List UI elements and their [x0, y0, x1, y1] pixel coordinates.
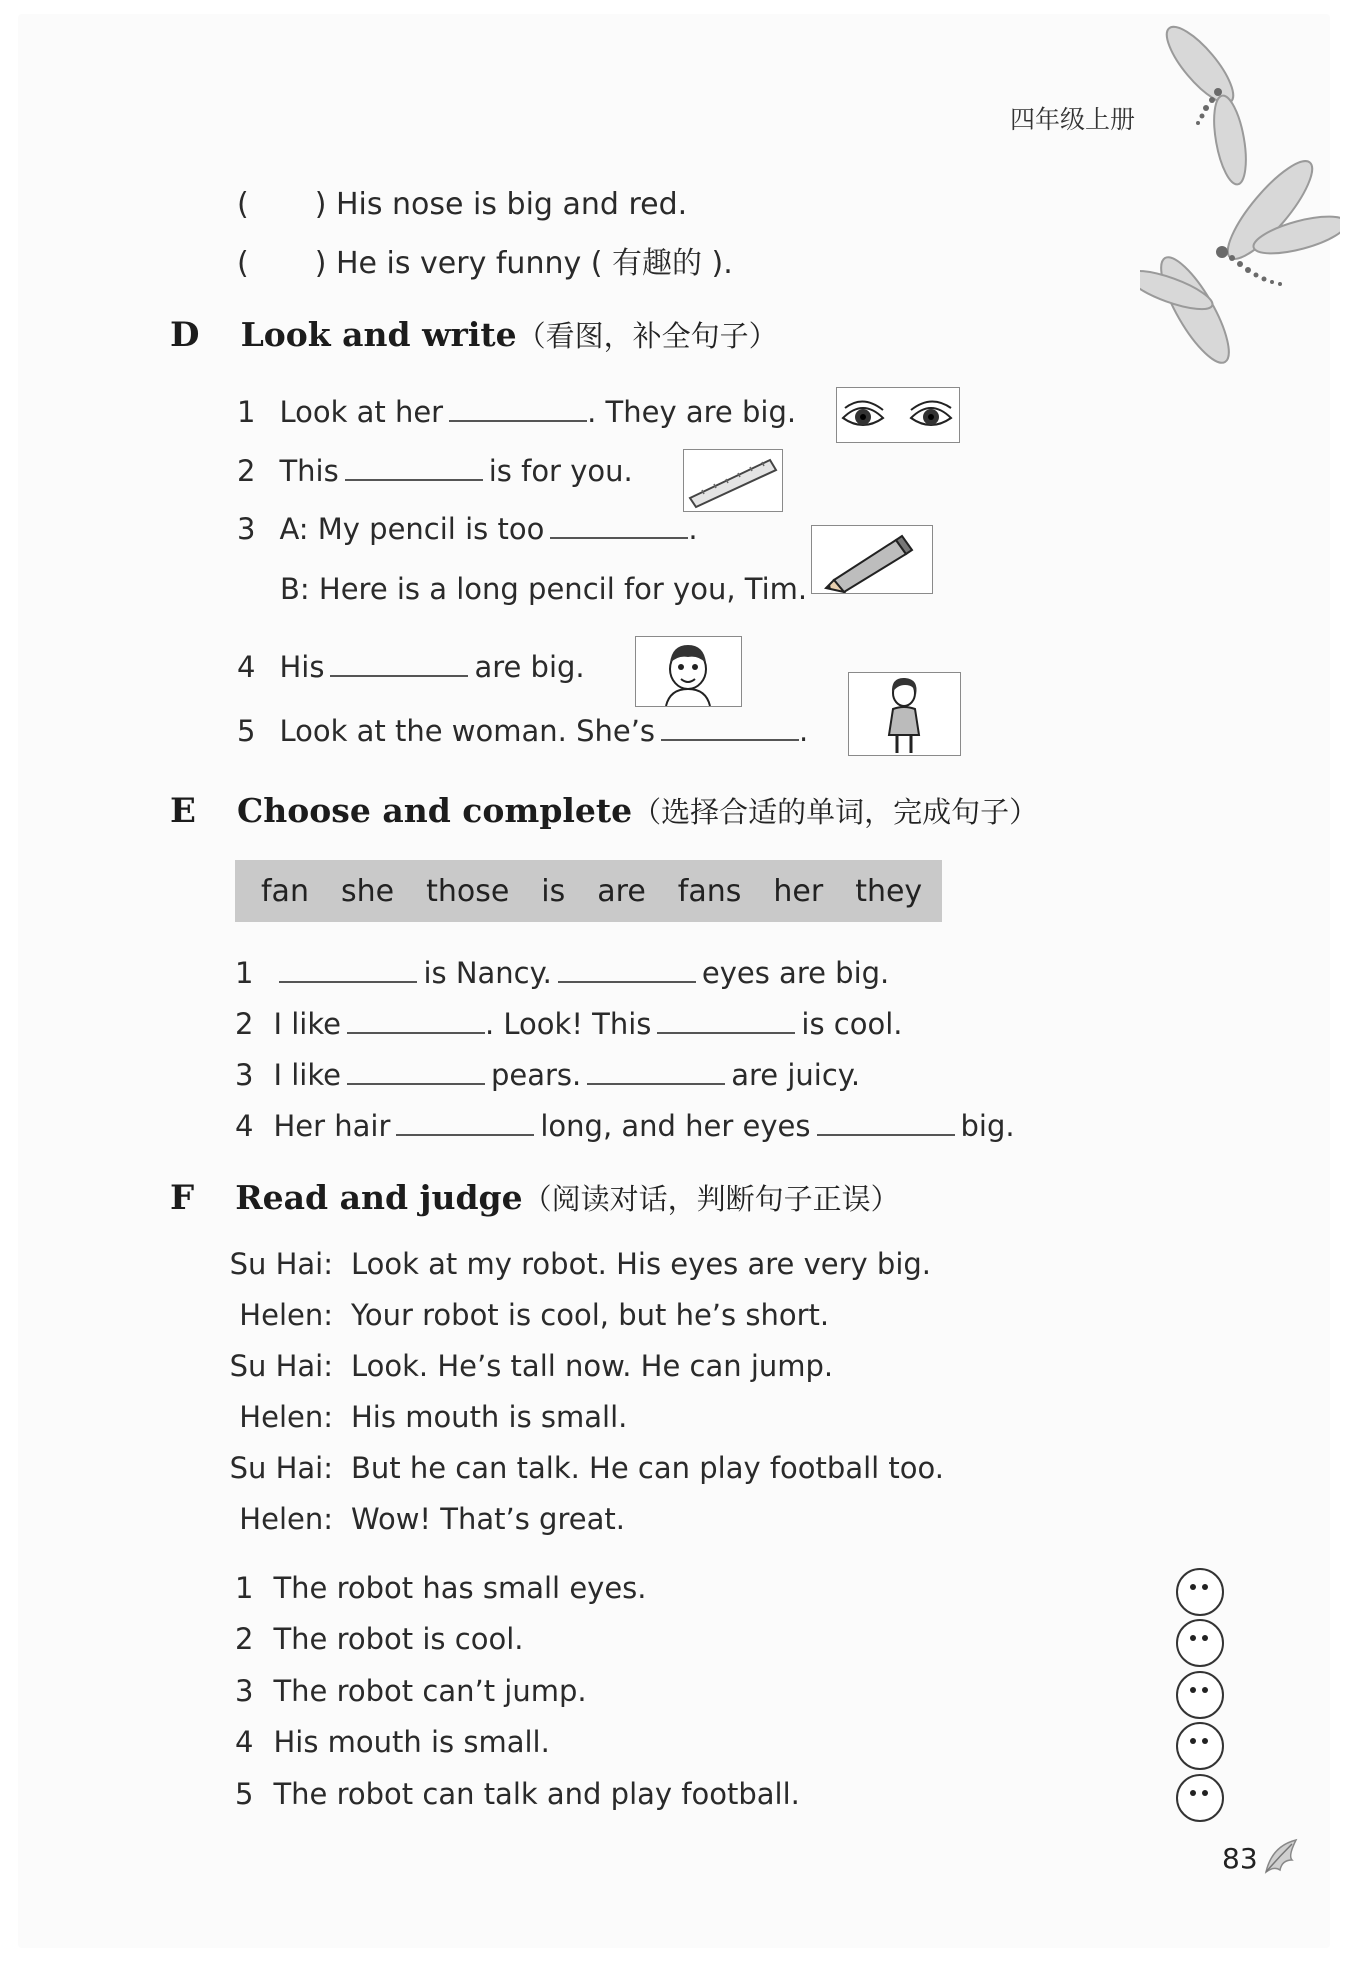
section-letter: D: [170, 315, 200, 355]
word-bank-word: fans: [677, 873, 742, 909]
word-bank-word: her: [773, 873, 824, 909]
section-d-heading: [170, 314, 778, 355]
dialogue-line: Helen: Your robot is cool, but he’s short.: [215, 1298, 829, 1332]
speaker: Helen:: [239, 1400, 333, 1434]
word-bank-word: fan: [261, 873, 309, 909]
boy-face-picture: [635, 636, 742, 707]
leaf-icon: [1262, 1836, 1300, 1876]
section-f-heading: [170, 1177, 900, 1218]
dialogue-line: Su Hai: Look at my robot. His eyes are very big.: [215, 1247, 931, 1281]
e-item-3: 3 I like pears. are juicy.: [235, 1055, 860, 1092]
answer-face-icon[interactable]: [1176, 1619, 1224, 1667]
d-item-2: 2 This is for you.: [237, 451, 633, 488]
section-letter: E: [170, 791, 196, 831]
dialogue-line: Su Hai: But he can talk. He can play football too.: [215, 1451, 944, 1485]
word-bank-word: those: [426, 873, 510, 909]
speaker: Su Hai:: [229, 1451, 333, 1485]
section-letter: F: [170, 1178, 195, 1218]
woman-picture: [848, 672, 961, 756]
d-item-3-line-2: B: Here is a long pencil for you, Tim.: [280, 572, 808, 606]
eyes-picture: [836, 387, 960, 443]
judge-statement: 3 The robot can’t jump.: [235, 1674, 587, 1708]
answer-face-icon[interactable]: [1176, 1671, 1224, 1719]
word-bank-word: she: [340, 873, 395, 909]
dialogue-line: Helen: Wow! That’s great.: [215, 1502, 625, 1536]
e-item-4: 4 Her hair long, and her eyes big.: [235, 1106, 1015, 1143]
dragonfly-decoration: [1140, 20, 1340, 370]
carryover-line-2: ( ) He is very funny ( 有趣的 ).: [237, 246, 733, 281]
ruler-picture: [683, 449, 783, 512]
word-bank-word: are: [597, 873, 646, 909]
dialogue-line: Su Hai: Look. He’s tall now. He can jump.: [215, 1349, 833, 1383]
judge-statement: 5 The robot can talk and play football.: [235, 1777, 800, 1811]
answer-face-icon[interactable]: [1176, 1774, 1224, 1822]
e-item-1: 1 is Nancy. eyes are big.: [235, 953, 889, 990]
section-title: Read and judge: [235, 1178, 523, 1217]
d-item-4: 4 His are big.: [237, 647, 585, 684]
grade-label: 四年级上册: [1010, 105, 1136, 134]
speaker: Su Hai:: [229, 1349, 333, 1383]
d-item-5: 5 Look at the woman. She’s .: [237, 711, 808, 748]
answer-face-icon[interactable]: [1176, 1722, 1224, 1770]
judge-statement: 2 The robot is cool.: [235, 1622, 524, 1656]
speaker: Helen:: [239, 1298, 333, 1332]
section-subtitle: （阅读对话，判断句子正误）: [522, 1182, 900, 1216]
section-subtitle: （看图，补全句子）: [516, 319, 778, 353]
judge-statement: 1 The robot has small eyes.: [235, 1571, 647, 1605]
section-title: Look and write: [240, 315, 517, 354]
section-title: Choose and complete: [237, 791, 633, 830]
section-subtitle: （选择合适的单词，完成句子）: [632, 795, 1039, 829]
dialogue-line: Helen: His mouth is small.: [215, 1400, 627, 1434]
answer-face-icon[interactable]: [1176, 1568, 1224, 1616]
carryover-line-1: ( ) His nose is big and red.: [237, 187, 688, 222]
word-bank: [235, 860, 942, 922]
page-number: 83: [1222, 1842, 1258, 1875]
e-item-2: 2 I like . Look! This is cool.: [235, 1004, 903, 1041]
judge-statement: 4 His mouth is small.: [235, 1725, 550, 1759]
pencil-picture: [811, 525, 933, 594]
speaker: Su Hai:: [229, 1247, 333, 1281]
word-bank-word: they: [855, 873, 923, 909]
d-item-3: 3 A: My pencil is too .: [237, 509, 698, 546]
word-bank-word: is: [541, 873, 566, 909]
d-item-1: 1 Look at her . They are big.: [237, 392, 796, 429]
speaker: Helen:: [239, 1502, 333, 1536]
section-e-heading: [170, 790, 1038, 831]
